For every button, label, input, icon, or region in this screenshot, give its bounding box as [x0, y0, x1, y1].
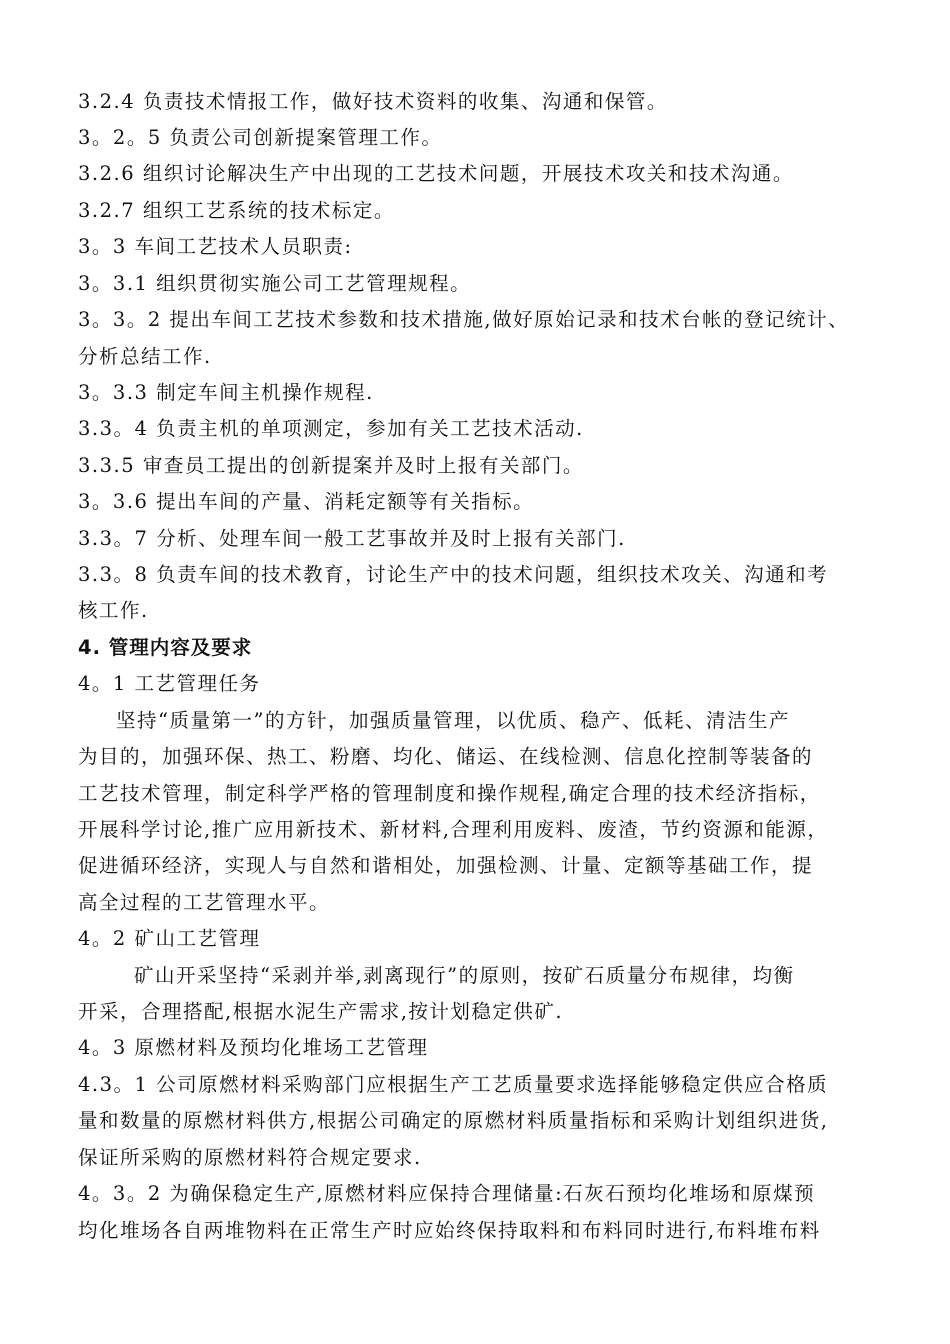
paragraph-line: 高全过程的工艺管理水平。 [78, 891, 331, 914]
text-line: 3.2.6 组织讨论解决生产中出现的工艺技术问题，开展技术攻关和技术沟通。 [78, 162, 794, 185]
text-line: 分析总结工作. [78, 345, 212, 368]
text-line: 保证所采购的原燃材料符合规定要求. [78, 1146, 422, 1169]
subsection-heading: 4。2 矿山工艺管理 [78, 927, 261, 950]
subsection-heading: 4。1 工艺管理任务 [78, 672, 261, 695]
paragraph-line: 开展科学讨论,推广应用新技术、新材料,合理利用废料、废渣，节约资源和能源， [78, 818, 829, 841]
text-line: 3.3。4 负责主机的单项测定，参加有关工艺技术活动. [78, 417, 584, 440]
text-line: 3。3。2 提出车间工艺技术参数和技术措施,做好原始记录和技术台帐的登记统计、 [78, 308, 850, 331]
paragraph-line: 工艺技术管理，制定科学严格的管理制度和操作规程,确定合理的技术经济指标， [78, 782, 821, 805]
text-line: 3。3.3 制定车间主机操作规程. [78, 381, 374, 404]
text-line: 3.2.7 组织工艺系统的技术标定。 [78, 199, 395, 222]
text-line: 3。3.1 组织贯彻实施公司工艺管理规程。 [78, 272, 472, 295]
text-line: 4。3。2 为确保稳定生产,原燃材料应保持合理储量:石灰石预均化堆场和原煤预 [78, 1182, 816, 1205]
paragraph-line: 开采，合理搭配,根据水泥生产需求,按计划稳定供矿. [78, 1000, 564, 1023]
section-heading: 4. 管理内容及要求 [78, 636, 253, 659]
text-line: 核工作. [78, 599, 149, 622]
text-line: 3.3。8 负责车间的技术教育，讨论生产中的技术问题，组织技术攻关、沟通和考 [78, 563, 829, 586]
text-line: 均化堆场各自两堆物料在正常生产时应始终保持取料和布料同时进行,布料堆布料 [78, 1219, 821, 1242]
text-line: 3.3.5 审查员工提出的创新提案并及时上报有关部门。 [78, 454, 584, 477]
paragraph-line: 为目的，加强环保、热工、粉磨、均化、储运、在线检测、信息化控制等装备的 [78, 745, 814, 768]
subsection-heading: 4。3 原燃材料及预均化堆场工艺管理 [78, 1036, 429, 1059]
text-line: 3.2.4 负责技术情报工作，做好技术资料的收集、沟通和保管。 [78, 90, 668, 113]
text-line: 3.3。7 分析、处理车间一般工艺事故并及时上报有关部门. [78, 527, 626, 550]
paragraph-line: 矿山开采坚持“采剥并举,剥离现行”的原则，按矿石质量分布规律，均衡 [134, 964, 795, 987]
text-line: 3。2。5 负责公司创新提案管理工作。 [78, 126, 443, 149]
text-line: 4.3。1 公司原燃材料采购部门应根据生产工艺质量要求选择能够稳定供应合格质 [78, 1073, 829, 1096]
paragraph-line: 坚持“质量第一”的方针，加强质量管理，以优质、稳产、低耗、清洁生产 [116, 709, 790, 732]
text-line: 3。3.6 提出车间的产量、消耗定额等有关指标。 [78, 490, 535, 513]
text-line: 3。3 车间工艺技术人员职责: [78, 235, 353, 258]
text-line: 量和数量的原燃材料供方,根据公司确定的原燃材料质量指标和采购计划组织进货, [78, 1109, 829, 1132]
paragraph-line: 促进循环经济，实现人与自然和谐相处，加强检测、计量、定额等基础工作，提 [78, 854, 814, 877]
